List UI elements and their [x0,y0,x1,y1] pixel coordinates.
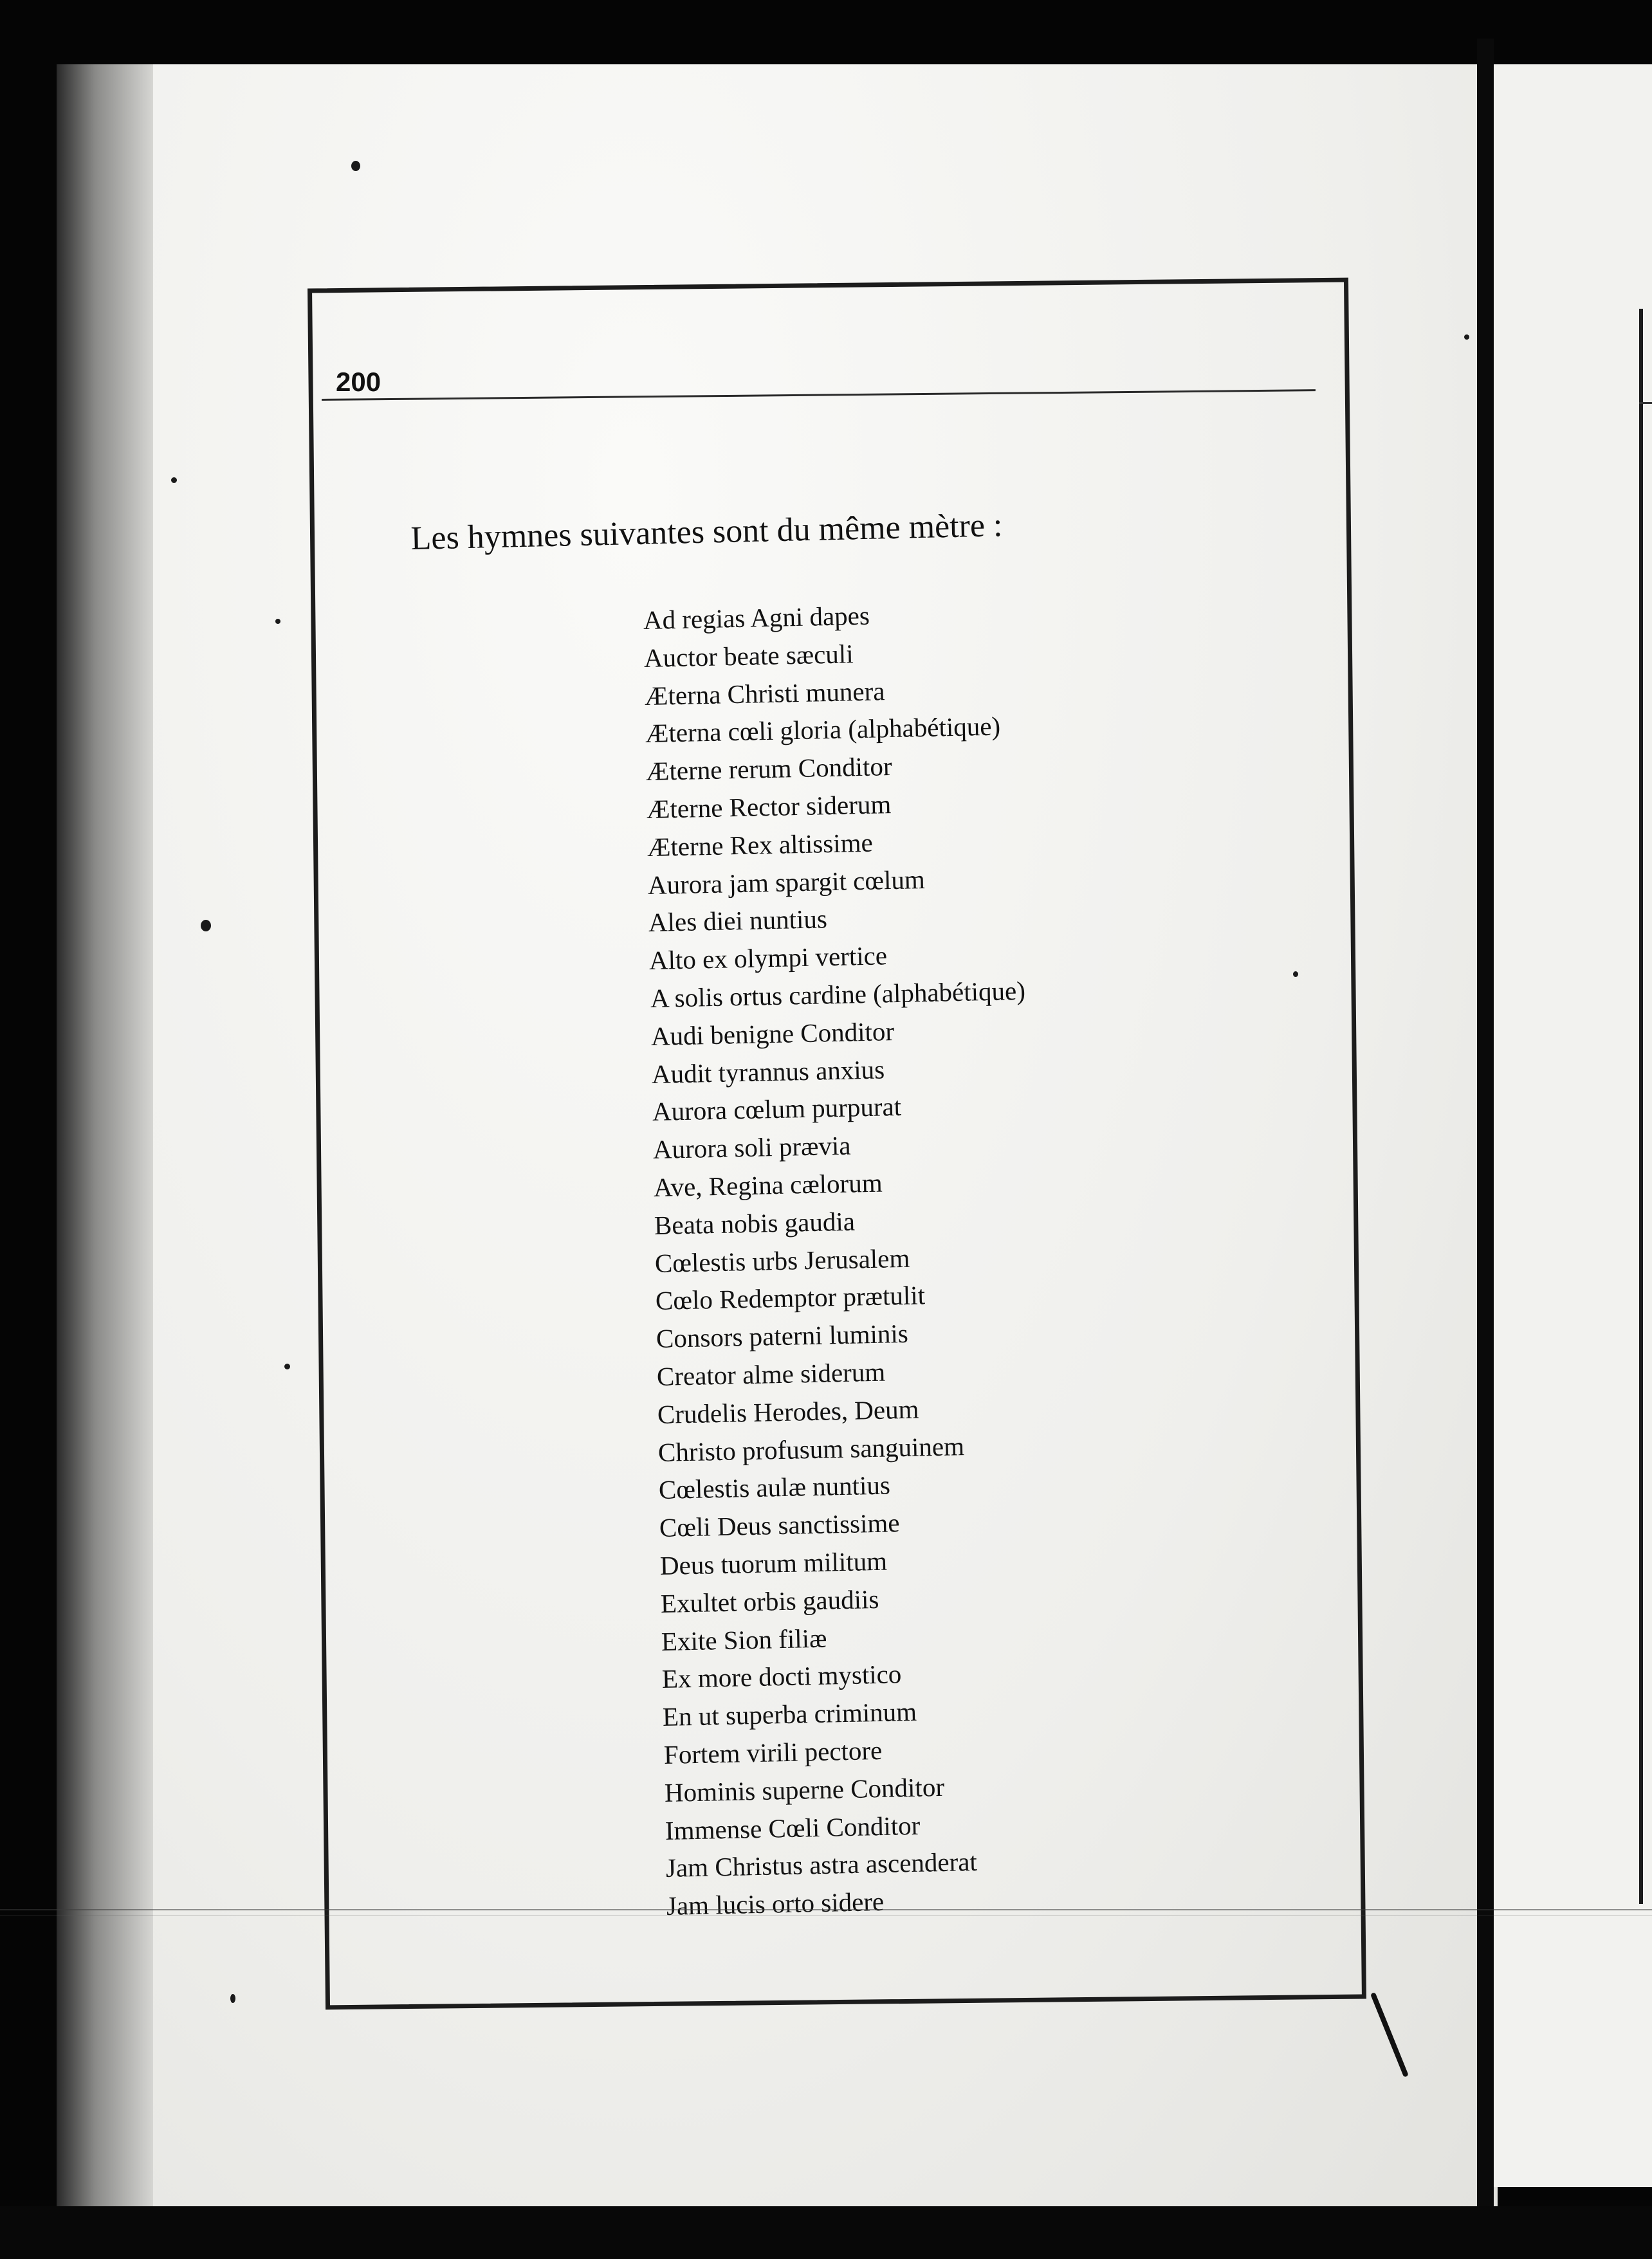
dust-speck [201,920,211,931]
hymn-title: Cœli Deus sanctissime [659,1508,900,1543]
dust-speck [1293,971,1298,977]
hymn-title: Alto ex olympi vertice [648,940,888,976]
hymn-title: Jam Christus astra ascenderat [665,1847,978,1883]
dust-speck [351,161,360,171]
hymn-title: Ad regias Agni dapes [643,600,870,635]
page-heading: Les hymnes suivantes sont du même mètre : [410,507,1004,557]
hymn-title: Audit tyrannus anxius [651,1054,885,1089]
hymn-title: Æterna cœli gloria (alphabétique) [645,711,1001,749]
hymn-title: Exite Sion filiæ [661,1623,827,1656]
dust-speck [284,1364,290,1369]
book-page-right [1494,64,1652,2187]
hymn-title: Cœlo Redemptor prætulit [655,1280,926,1316]
hymn-title: Æterne Rex altissime [647,827,874,862]
page-number: 200 [336,367,381,397]
hymn-title: Ales diei nuntius [648,904,828,938]
page-edge-shadow [57,64,153,2206]
hymn-title: Auctor beate sæculi [643,638,854,673]
hymn-title: Deus tuorum militum [659,1546,888,1580]
hymn-title: Ex more docti mystico [661,1659,902,1694]
hymn-title: Æterne rerum Conditor [645,751,892,787]
hymn-title: Aurora cœlum purpurat [652,1092,902,1127]
hymn-title: Exultet orbis gaudiis [660,1584,879,1618]
right-page-frame [1639,309,1652,1904]
dust-speck [275,619,280,624]
hymn-title: Cœlestis aulæ nuntius [658,1470,891,1505]
hymn-title: Æterna Christi munera [644,675,885,711]
dust-speck [230,1994,235,2003]
hymn-title: Aurora soli prævia [652,1130,851,1165]
hymn-title: Hominis superne Conditor [664,1771,945,1807]
hymn-title: Ave, Regina cælorum [653,1167,883,1202]
hymn-title: Christo profusum sanguinem [657,1431,965,1467]
hymn-title: Audi benigne Conditor [650,1016,895,1051]
hymn-title: Beata nobis gaudia [654,1206,856,1240]
hymn-title: Aurora jam spargit cœlum [647,864,926,900]
book-spine [1477,39,1494,2226]
hymn-list [643,601,1132,1925]
hymn-title: Fortem virili pectore [663,1735,883,1770]
hymn-title: Jam lucis orto sidere [666,1887,885,1921]
hymn-title: Cœlestis urbs Jerusalem [654,1243,910,1278]
hymn-title: Creator alme siderum [656,1357,886,1391]
dust-speck [1464,334,1469,340]
hymn-title: En ut superba criminum [662,1696,917,1732]
scan-artifact-line [0,1909,1652,1910]
hymn-title: Consors paterni luminis [656,1318,909,1354]
hymn-title: Immense Cœli Conditor [665,1810,921,1845]
right-page-rule [1639,402,1652,404]
hymn-title: Æterne Rector siderum [646,789,892,824]
hymn-title: Crudelis Herodes, Deum [657,1394,919,1429]
dust-speck [171,477,177,483]
hymn-title: A solis ortus cardine (alphabétique) [650,975,1026,1013]
scanner-bottom-band [0,2206,1652,2259]
